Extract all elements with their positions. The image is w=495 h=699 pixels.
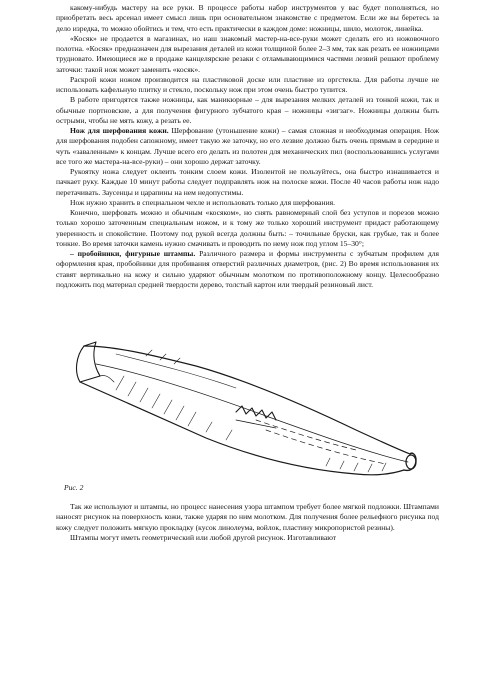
paragraph: В работе пригодятся также ножницы, как маникюрные – для вырезания мелких деталей из тонкой кожи, так и обычные портновские, а для получения фигурного зубчатого края – ножницы «зигзаг». Ножницы должны быть острыми, чтобы не мять кожу, а резать ее. bbox=[56, 95, 439, 125]
figure-caption: Рис. 2 bbox=[64, 483, 84, 492]
tool-body-upper-edge bbox=[84, 346, 410, 454]
body-text-after-figure bbox=[56, 502, 439, 543]
body-text-before-figure bbox=[56, 3, 439, 290]
figure-punch-tool bbox=[56, 294, 439, 502]
paragraph: Нож для шерфования кожи. Шерфование (утоньшение кожи) – самая сложная и необходимая операция. Нож для шерфования подобен сапожному, имеет такую же заточку, но его лезвие должно быть очень прямым в середине и чуть «заваленным» к концам. Лучше всего его делать из полотен для механических пил (воспользовавшись услугами все того же мастера-на-все-руки) – они хорошо держат заточку. bbox=[56, 126, 439, 166]
tool-top-end bbox=[77, 342, 100, 382]
paragraph: Конечно, шерфовать можно и обычным «косяком», но снять равномерный слой без уступов и порезов можно только хорошо заточенным специальным ножом, и к тому же только хороший инструмент придаст работающему уверенность и спокойствие. Поэтому под рукой всегда должны быть: – точильные бруски, как грубые, так и более тонкие. Во время заточки камень нужно смачивать и проводить по нему нож под углом 15–30°; bbox=[56, 208, 439, 248]
paragraph-heading: – пробойники, фигурные штампы. bbox=[70, 249, 196, 258]
paragraph: Так же используют и штампы, но процесс нанесения узора штампом требует более мягкой подложки. Штампами наносят рисунок на поверхность кожи, также ударяя по ним молотком. Для получения более рельефного рисунка под кожу следует положить мягкую прокладку (кусок линолеума, войлок, пластину микропористой резины). bbox=[56, 502, 439, 532]
paragraph: Нож нужно хранить в специальном чехле и использовать только для шерфования. bbox=[70, 197, 336, 207]
punch-tool-illustration bbox=[56, 294, 439, 502]
paragraph: – пробойники, фигурные штампы. Различного размера и формы инструменты с зубчатым профилем для оформления края, пробойники для пробивания отверстий различных диаметров, (рис. 2) Во время использования их ставят вертикально на кожу и сильно ударяют обычным молотком по противоположному концу. Целесообразно подложить под материал средней твердости дерево, толстый картон или твердый резиновый лист. bbox=[56, 249, 439, 289]
paragraph: какому-нибудь мастеру на все руки. В процессе работы набор инструментов у вас будет пополняться, но приобретать весь арсенал имеет смысл лишь при основательном знакомстве с предметом. Если же вы беретесь за дело изредка, то можно обойтись и тем, что есть практически в каждом доме: ножницы, шило, молоток, линейка. bbox=[56, 3, 439, 33]
paragraph-heading: Нож для шерфования кожи. bbox=[70, 126, 169, 135]
tool-serrated-profile bbox=[236, 406, 276, 420]
paragraph: Рукоятку ножа следует оклеить тонким слоем кожи. Изолентой не пользуйтесь, она быстро изнашивается и пачкает руку. Каждые 10 минут работы следует подправлять нож на полоске кожи. После 40 часов работы нож надо перетачивать. Заусенцы и царапины на нем недопустимы. bbox=[56, 167, 439, 197]
tool-body-lower-edge bbox=[80, 382, 404, 475]
paragraph: «Косяк» не продается в магазинах, но наш знакомый мастер-на-все-руки может сделать его из ножовочного полотна. «Косяк» предназначен для вырезания деталей из кожи толщиной более 2–3 мм, так как резать ее ножницами трудновато. Имеющиеся же в продаже канцелярские резаки с отламывающимися частями лезвий решают проблему заточки: такой нож может заменить «косяк». bbox=[56, 33, 439, 74]
paragraph: Штампы могут иметь геометрический или любой другой рисунок. Изготавливают bbox=[70, 532, 337, 542]
paragraph: Раскрой кожи ножом производится на пластиковой доске или пластине из оргстекла. Для работы лучше не использовать кафельную плитку и стекло, поскольку нож при этом очень быстро тупится. bbox=[56, 74, 439, 94]
